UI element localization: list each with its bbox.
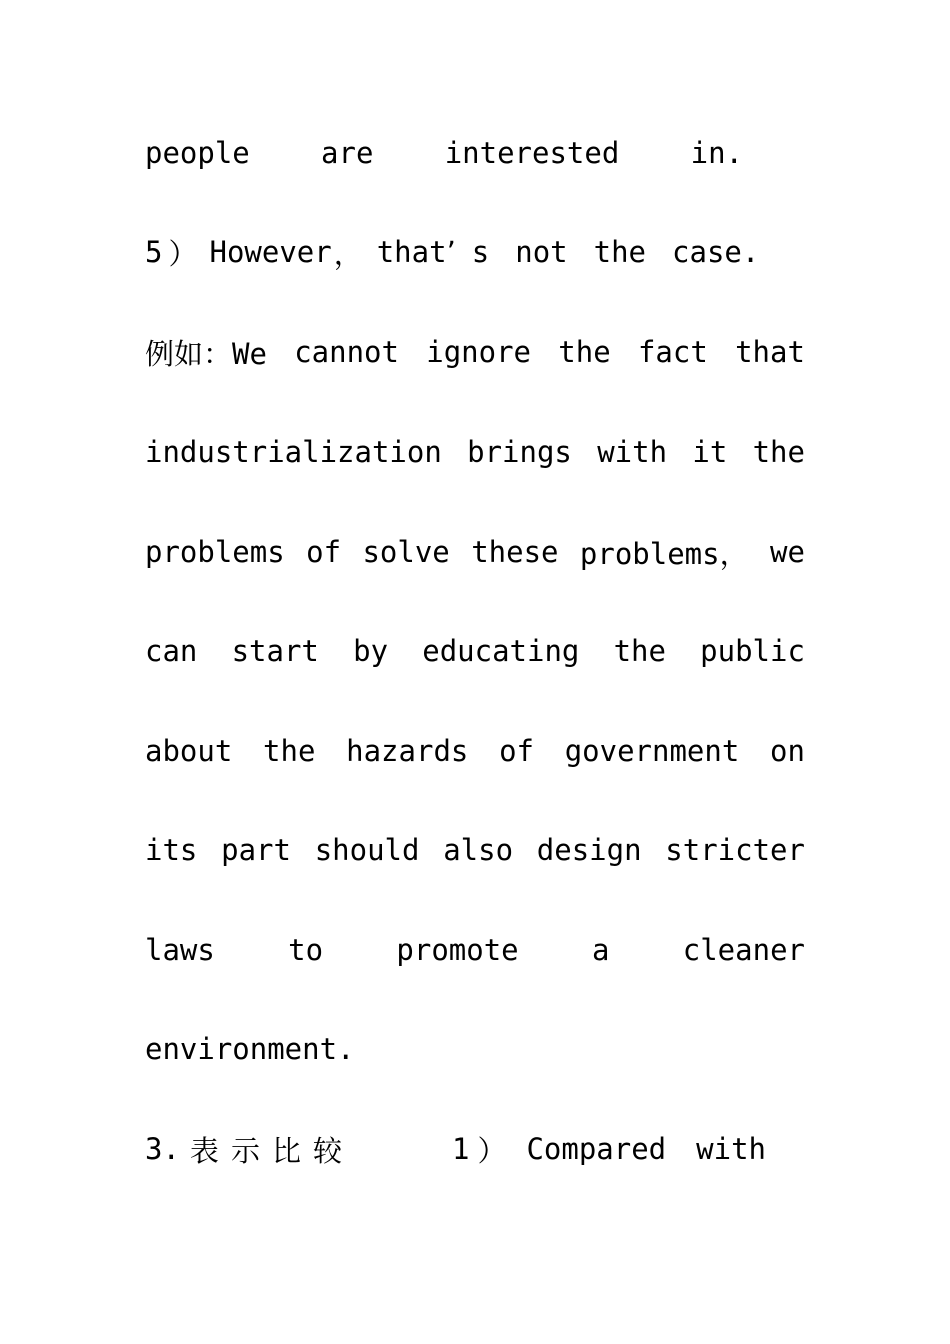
text-line-10 — [145, 1024, 805, 1074]
text-line-1 — [145, 128, 805, 178]
word: problems — [145, 535, 285, 569]
word: laws — [145, 933, 215, 967]
word: in. — [690, 136, 743, 170]
word: 表 — [189, 1133, 219, 1168]
word: of — [306, 535, 342, 569]
word: people — [145, 136, 250, 170]
word: brings — [467, 435, 572, 469]
word: are — [321, 136, 374, 170]
word: the — [593, 235, 647, 269]
word: hazards — [346, 734, 469, 768]
word: environment. — [145, 1032, 355, 1066]
word: solve — [362, 535, 450, 569]
word: that — [735, 335, 805, 369]
word: 3. — [145, 1132, 180, 1166]
word: can — [145, 634, 198, 668]
word: that — [376, 235, 447, 269]
text-line-4 — [145, 427, 805, 477]
word: the — [558, 335, 611, 369]
word: fact — [637, 335, 708, 369]
word: promote — [396, 933, 519, 967]
word: the — [752, 435, 805, 469]
word: government — [564, 734, 740, 768]
word: on — [770, 734, 805, 768]
word: the — [263, 734, 316, 768]
word: public — [700, 634, 805, 668]
word: 比 — [271, 1133, 301, 1168]
word: problems， — [579, 536, 749, 571]
text-line-3 — [145, 327, 805, 377]
word: ignore — [426, 335, 532, 369]
word: of — [499, 734, 534, 768]
word: interested — [444, 136, 620, 170]
word: these — [471, 535, 559, 569]
text-line-5 — [145, 527, 805, 577]
word: industrialization — [145, 435, 442, 469]
text-line-8 — [145, 825, 805, 875]
word: 1 — [451, 1132, 470, 1166]
section-heading-comparison — [145, 1124, 805, 1174]
word: about — [145, 734, 233, 768]
word: s — [471, 235, 490, 269]
word: part — [221, 833, 291, 867]
word: a — [591, 933, 610, 967]
word: 例如：We — [145, 336, 267, 371]
word: also — [443, 833, 514, 867]
word: ） — [477, 1133, 507, 1168]
text-line-7 — [145, 726, 805, 776]
word: cannot — [294, 335, 399, 369]
word: design — [536, 833, 642, 867]
word: with — [696, 1132, 766, 1166]
word: Compared — [526, 1132, 667, 1166]
word: start — [231, 634, 319, 668]
word: stricter — [665, 833, 805, 867]
word: ’ — [446, 235, 456, 269]
text-line-9 — [145, 925, 805, 975]
word: However — [209, 235, 332, 269]
text-line-6 — [145, 626, 805, 676]
word: case. — [672, 235, 760, 269]
word: it — [692, 435, 728, 469]
word: should — [314, 833, 420, 867]
word: with — [597, 435, 668, 469]
word: the — [613, 634, 666, 668]
word: ， — [333, 236, 363, 271]
word: its — [145, 833, 198, 867]
word: educating — [422, 634, 580, 668]
word: 示 — [230, 1133, 260, 1168]
word: ） — [168, 236, 198, 271]
word: 5 — [145, 235, 163, 269]
word: 较 — [312, 1133, 342, 1168]
text-line-2 — [145, 227, 805, 277]
word: not — [515, 235, 568, 269]
word: cleaner — [682, 933, 805, 967]
word: to — [288, 933, 324, 967]
word: we — [770, 535, 805, 569]
word: by — [353, 634, 389, 668]
